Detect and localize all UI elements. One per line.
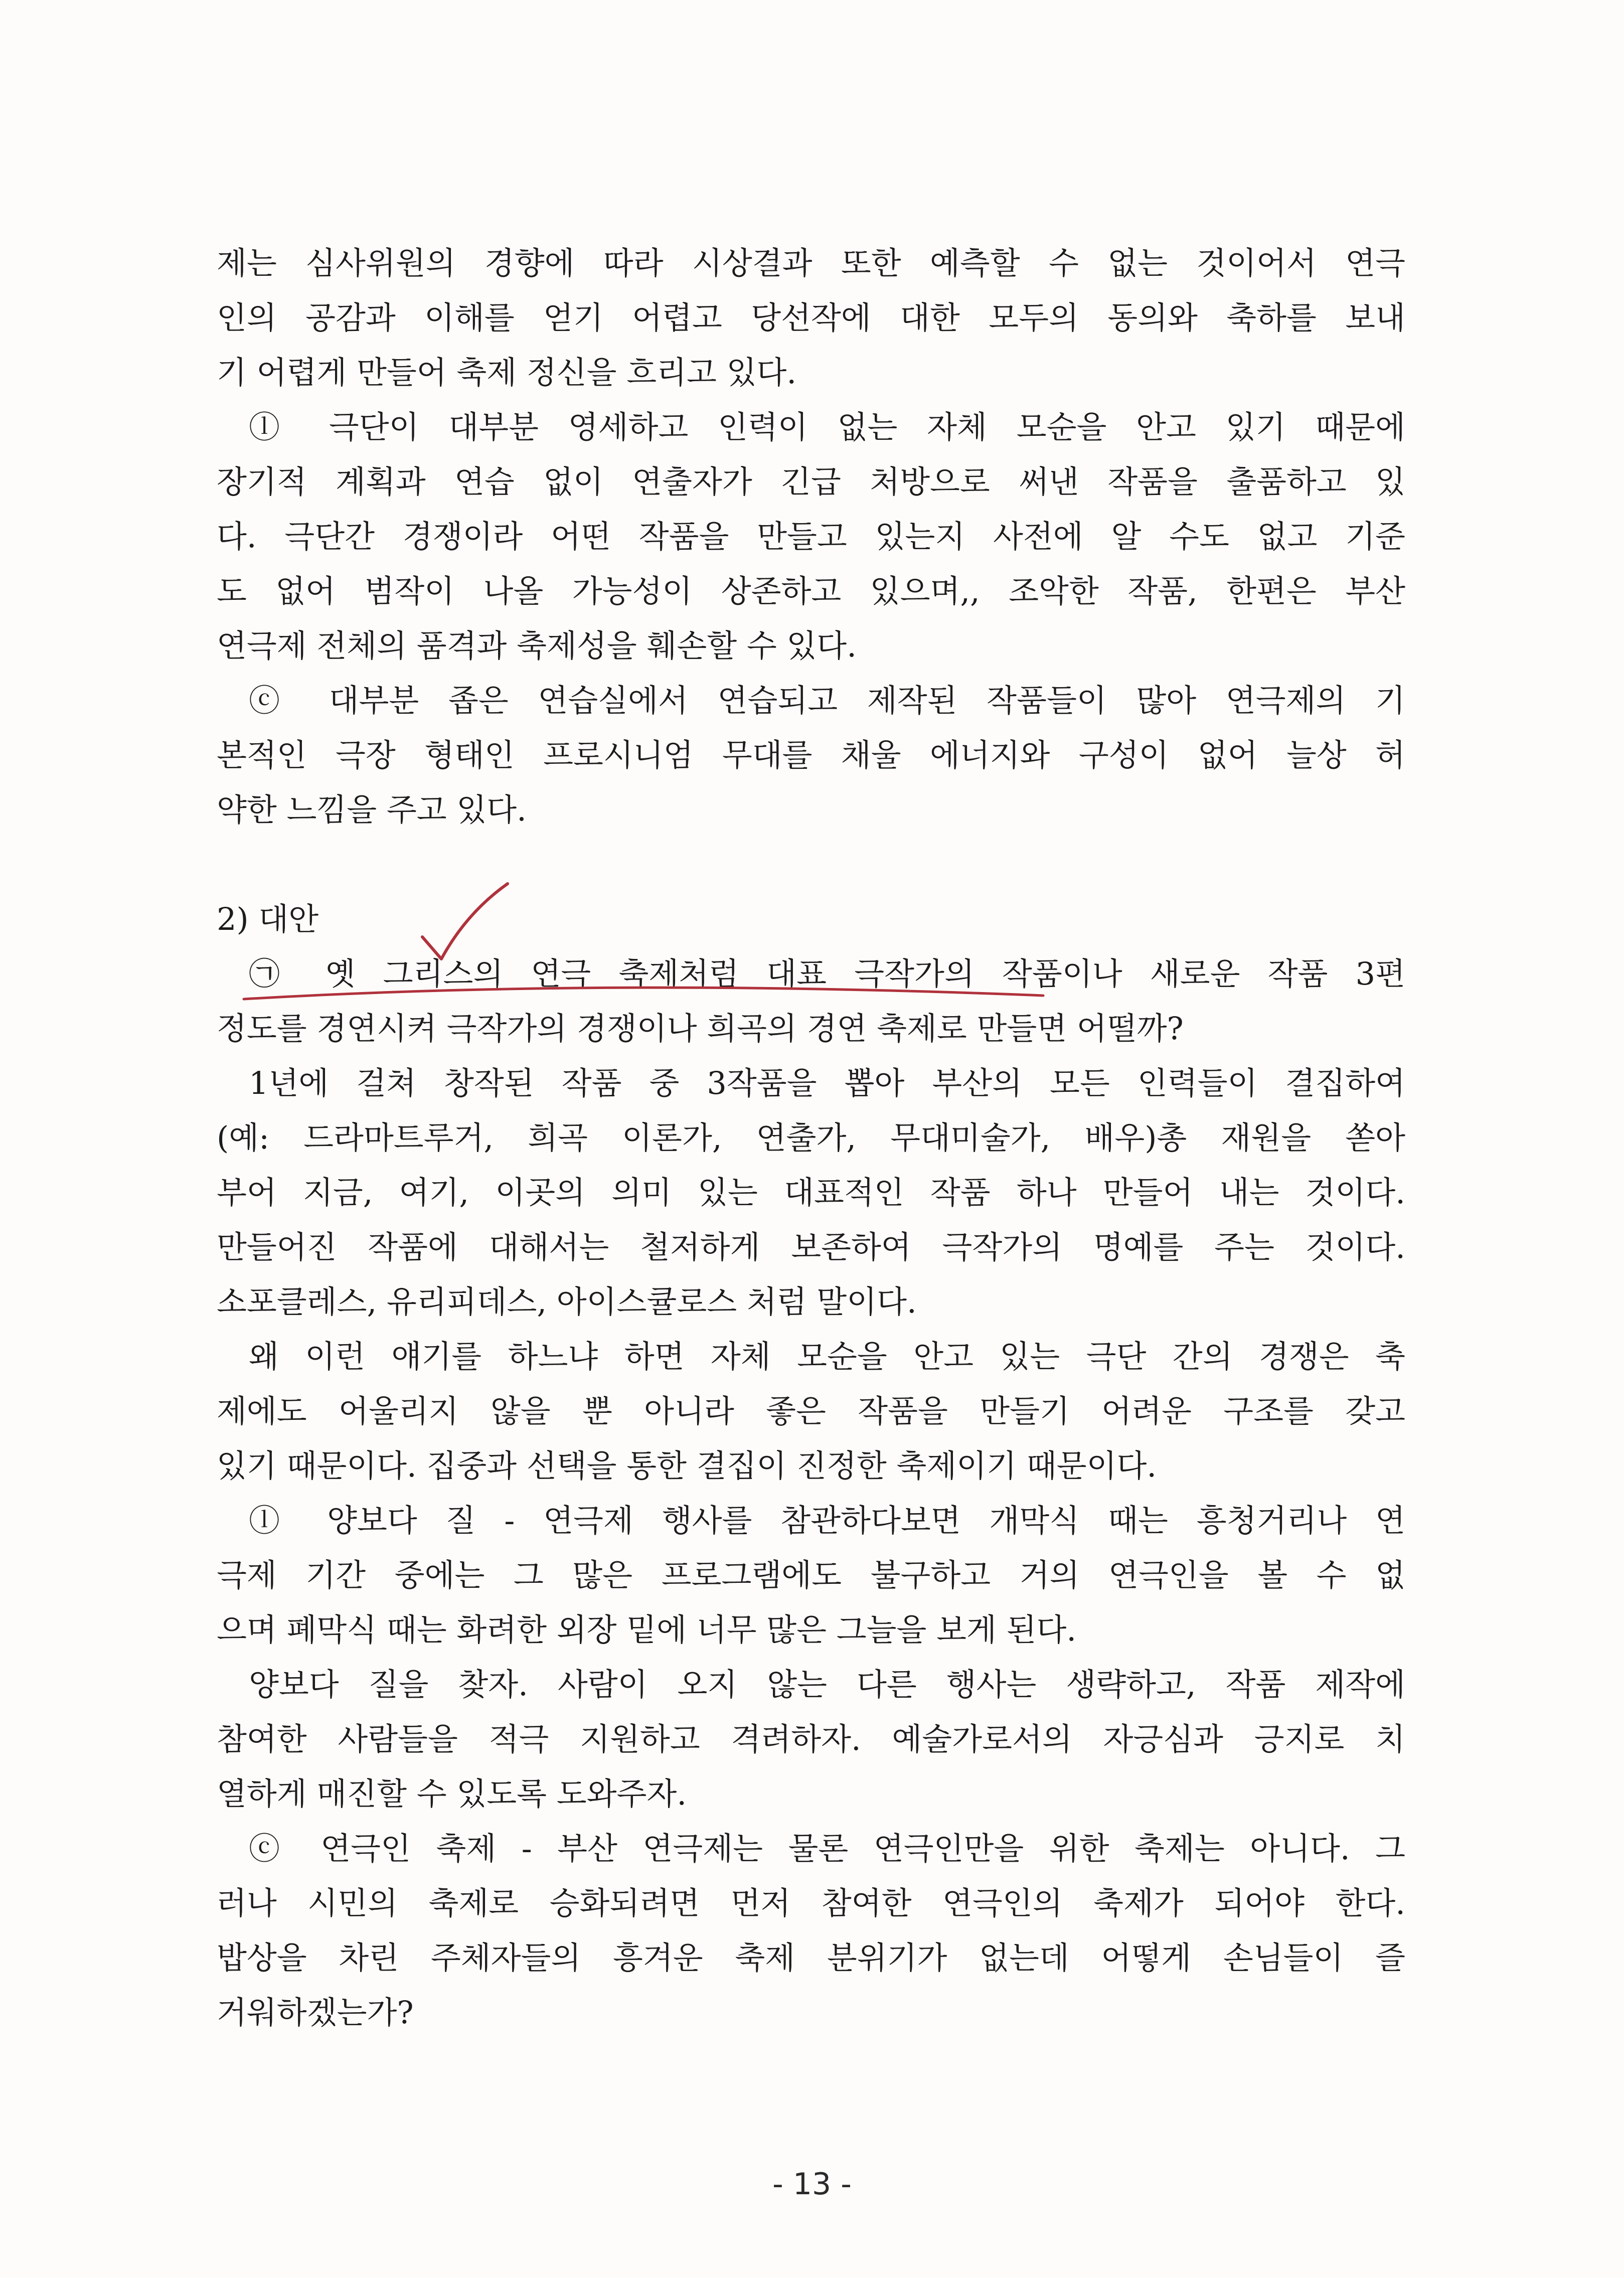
paragraph xyxy=(217,946,1405,1056)
text-line: 밥상을 차린 주체자들의 흥겨운 축제 분위기가 없는데 어떻게 손님들이 즐 xyxy=(217,1939,1405,1976)
text-line: 도 없어 범작이 나올 가능성이 상존하고 있으며,, 조악한 작품, 한편은 부산 xyxy=(217,573,1405,609)
paragraph xyxy=(217,1056,1405,1329)
text-line: 연극제 전체의 품격과 축제성을 훼손할 수 있다. xyxy=(217,627,857,664)
paragraph xyxy=(217,1657,1405,1821)
document-body xyxy=(217,236,1405,2040)
text-line: 약한 느낌을 주고 있다. xyxy=(217,791,527,828)
text-line: 부어 지금, 여기, 이곳의 의미 있는 대표적인 작품 하나 만들어 내는 것이다. xyxy=(217,1174,1405,1211)
text-line: 양보다 질을 찾자. 사람이 오지 않는 다른 행사는 생략하고, 작품 제작에 xyxy=(249,1666,1405,1703)
text-line: 장기적 계획과 연습 없이 연출자가 긴급 처방으로 써낸 작품을 출품하고 있 xyxy=(217,463,1405,500)
text-line: 소포클레스, 유리피데스, 아이스큘로스 처럼 말이다. xyxy=(217,1283,917,1320)
text-line: 1년에 걸쳐 창작된 작품 중 3작품을 뽑아 부산의 모든 인력들이 결집하여 xyxy=(249,1065,1405,1101)
section-title: 2) 대안 xyxy=(217,901,319,937)
text-line: 극제 기간 중에는 그 많은 프로그램에도 불구하고 거의 연극인을 볼 수 없 xyxy=(217,1557,1405,1593)
text-line: (예: 드라마트루거, 희곡 이론가, 연출가, 무대미술가, 배우)총 재원을 쏟아 xyxy=(217,1119,1405,1156)
text-line: 본적인 극장 형태인 프로시니엄 무대를 채울 에너지와 구성이 없어 늘상 허 xyxy=(217,737,1405,773)
text-line: ⓒ 연극인 축제 - 부산 연극제는 물론 연극인만을 위한 축제는 아니다. 그 xyxy=(249,1830,1405,1867)
text-line: 참여한 사람들을 적극 지원하고 격려하자. 예술가로서의 자긍심과 긍지로 치 xyxy=(217,1721,1405,1757)
text-line: ㉠ 옛 그리스의 연극 축제처럼 대표 극작가의 작품이나 새로운 작품 3편 xyxy=(249,955,1405,992)
text-line: 있기 때문이다. 집중과 선택을 통한 결집이 진정한 축제이기 때문이다. xyxy=(217,1447,1157,1484)
text-line: 러나 시민의 축제로 승화되려면 먼저 참여한 연극인의 축제가 되어야 한다. xyxy=(217,1885,1405,1921)
paragraph-gap xyxy=(217,837,1405,892)
text-line: 만들어진 작품에 대해서는 철저하게 보존하여 극작가의 명예를 주는 것이다. xyxy=(217,1229,1405,1265)
paragraph xyxy=(217,236,1405,400)
paragraph xyxy=(217,1329,1405,1493)
page-number: - 13 - xyxy=(772,2167,852,2202)
text-line: 거워하겠는가? xyxy=(217,1994,414,2031)
text-line: 인의 공감과 이해를 얻기 어렵고 당선작에 대한 모두의 동의와 축하를 보내 xyxy=(217,299,1405,336)
text-line: 제는 심사위원의 경향에 따라 시상결과 또한 예측할 수 없는 것이어서 연극 xyxy=(217,245,1405,281)
text-line: ⓛ 양보다 질 - 연극제 행사를 참관하다보면 개막식 때는 흥청거리나 연 xyxy=(249,1502,1405,1539)
text-line: 왜 이런 얘기를 하느냐 하면 자체 모순을 안고 있는 극단 간의 경쟁은 축 xyxy=(249,1338,1405,1375)
text-line: 제에도 어울리지 않을 뿐 아니라 좋은 작품을 만들기 어려운 구조를 갖고 xyxy=(217,1393,1405,1429)
paragraph xyxy=(217,673,1405,837)
text-line: 열하게 매진할 수 있도록 도와주자. xyxy=(217,1775,687,1812)
text-line: ⓒ 대부분 좁은 연습실에서 연습되고 제작된 작품들이 많아 연극제의 기 xyxy=(249,682,1405,719)
text-line: 기 어렵게 만들어 축제 정신을 흐리고 있다. xyxy=(217,354,797,391)
text-line: 정도를 경연시켜 극작가의 경쟁이나 희곡의 경연 축제로 만들면 어떨까? xyxy=(217,1010,1184,1047)
text-line: 으며 폐막식 때는 화려한 외장 밑에 너무 많은 그늘을 보게 된다. xyxy=(217,1611,1077,1648)
paragraph xyxy=(217,400,1405,673)
paragraph xyxy=(217,1493,1405,1657)
text-line: 다. 극단간 경쟁이라 어떤 작품을 만들고 있는지 사전에 알 수도 없고 기준 xyxy=(217,518,1405,555)
paragraph xyxy=(217,1821,1405,2040)
text-line: ⓛ 극단이 대부분 영세하고 인력이 없는 자체 모순을 안고 있기 때문에 xyxy=(249,409,1405,445)
